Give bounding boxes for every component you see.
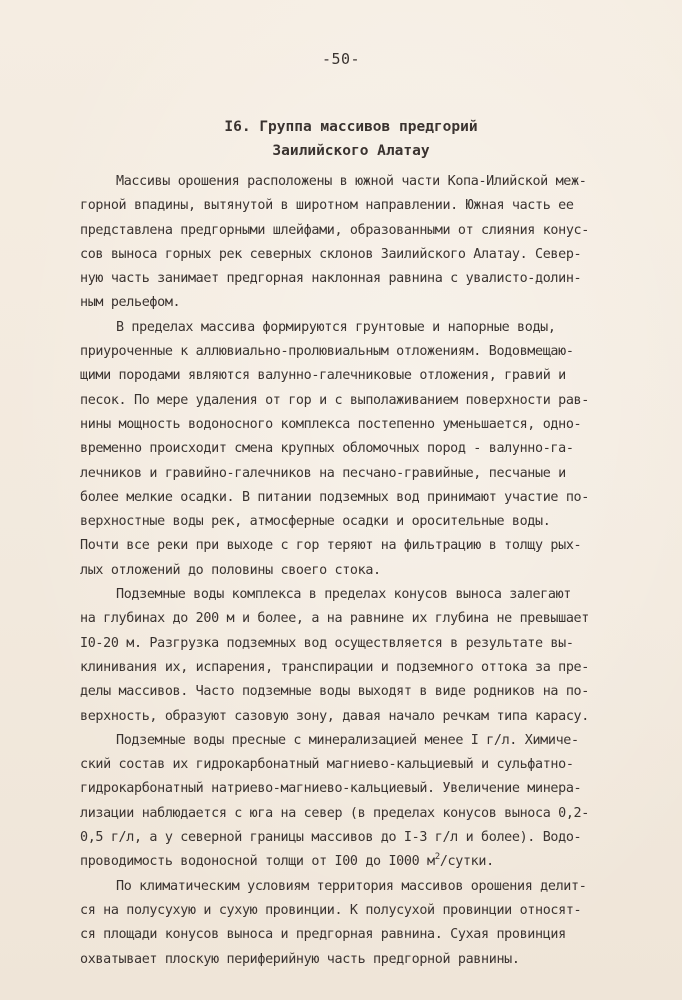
text-line-content: клинивания их, испарения, транспирации и подземного оттока за пре-: [80, 659, 589, 675]
page-number: -50-: [321, 50, 361, 68]
text-line-content: на глубинах до 200 м и более, а на равнине их глубина не превышает: [80, 611, 589, 627]
text-line-content: лечников и гравийно-галечников на песчано-гравийные, песчаные и: [80, 465, 566, 481]
text-line: [80, 777, 680, 801]
text-line-content: делы массивов. Часто подземные воды выходят в виде родников на по-: [80, 684, 589, 700]
text-line: [80, 534, 680, 558]
superscript-exponent: 2: [434, 852, 440, 863]
text-line-suffix: /сутки.: [439, 854, 494, 870]
text-line: [80, 948, 680, 972]
text-line: [80, 875, 680, 899]
text-line: [80, 267, 680, 291]
text-line: [80, 826, 680, 850]
text-line: [80, 632, 680, 656]
text-line-content: охватывает плоскую периферийную часть предгорной равнины.: [80, 951, 520, 967]
text-line-content: представлена предгорными шлейфами, образованными от слияния конус-: [80, 222, 589, 238]
text-line: [80, 316, 680, 340]
text-line-content: верхностные воды рек, атмосферные осадки и оросительные воды.: [80, 514, 551, 530]
text-line: [80, 923, 680, 947]
text-line: [80, 486, 680, 510]
text-line-content: нины мощность водоносного комплекса постепенно уменьшается, одно-: [80, 416, 582, 432]
text-line-content: I0-20 м. Разгрузка подземных вод осуществляется в результате вы-: [80, 635, 574, 651]
text-line-content: Подземные воды пресные с минерализацией менее I г/л. Химиче-: [116, 732, 579, 748]
text-line-content: более мелкие осадки. В питании подземных вод принимают участие по-: [80, 489, 589, 505]
section-heading-line-1: I6. Группа массивов предгорий: [224, 119, 478, 135]
text-line: [80, 291, 680, 315]
text-line: [80, 364, 680, 388]
text-line: [80, 510, 680, 534]
text-line: [80, 729, 680, 753]
text-line: [80, 194, 680, 218]
text-line: [80, 340, 680, 364]
text-line-content: По климатическим условиям территория массивов орошения делит-: [116, 878, 587, 894]
text-line-content: проводимость водоносной толщи от I00 до I000 м: [80, 854, 435, 870]
text-line-content: ным рельефом.: [80, 295, 181, 311]
text-line-content: ся площади конусов выноса и предгорная равнина. Сухая провинция: [80, 927, 566, 943]
text-line-content: гидрокарбонатный натриево-магниево-кальциевый. Увеличение минера-: [80, 781, 582, 797]
text-line: [80, 607, 680, 631]
text-line-content: ную часть занимает предгорная наклонная равнина с увалисто-долин-: [80, 271, 582, 287]
body-text: [80, 170, 680, 972]
text-line: [80, 802, 680, 826]
text-line-content: Почти все реки при выходе с гор теряют на фильтрацию в толщу рых-: [80, 538, 582, 554]
text-line: [80, 437, 680, 461]
text-line: [80, 413, 680, 437]
text-line-content: песок. По мере удаления от гор и с выполаживанием поверхности рав-: [80, 392, 589, 408]
text-line: [80, 389, 680, 413]
text-line: [80, 583, 680, 607]
text-line-content: лых отложений до половины своего стока.: [80, 562, 381, 578]
text-line: [80, 462, 680, 486]
text-line: [80, 243, 680, 267]
text-line: [80, 170, 680, 194]
text-line-content: сов выноса горных рек северных склонов Заилийского Алатау. Север-: [80, 246, 582, 262]
text-line-content: горной впадины, вытянутой в широтном направлении. Южная часть ее: [80, 198, 574, 214]
text-line-content: Массивы орошения расположены в южной части Копа-Илийской меж-: [116, 174, 587, 189]
text-line: [80, 850, 680, 874]
text-line-content: приуроченные к аллювиально-пролювиальным отложениям. Водовмещаю-: [80, 344, 574, 360]
text-line: [80, 219, 680, 243]
text-line-content: верхность, образуют сазовую зону, давая начало речкам типа карасу.: [80, 708, 589, 724]
text-line: [80, 680, 680, 704]
section-heading-line-2: Заилийского Алатау: [272, 143, 430, 159]
text-line-content: временно происходит смена крупных обломочных пород - валунно-га-: [80, 441, 574, 457]
text-line: [80, 559, 680, 583]
text-line-content: ся на полусухую и сухую провинции. К полусухой провинции относят-: [80, 902, 582, 918]
text-line: [80, 705, 680, 729]
text-line-content: Подземные воды комплекса в пределах конусов выноса залегают: [116, 587, 571, 603]
text-line-content: лизации наблюдается с юга на север (в пределах конусов выноса 0,2-: [80, 805, 589, 821]
text-line-content: 0,5 г/л, а у северной границы массивов до I-3 г/л и более). Водо-: [80, 830, 582, 846]
text-line-content: щими породами являются валунно-галечниковые отложения, гравий и: [80, 368, 566, 384]
text-line-content: ский состав их гидрокарбонатный магниево-кальциевый и сульфатно-: [80, 757, 574, 773]
text-line: [80, 753, 680, 777]
text-line: [80, 899, 680, 923]
text-line-content: В пределах массива формируются грунтовые и напорные воды,: [116, 319, 556, 335]
text-line: [80, 656, 680, 680]
